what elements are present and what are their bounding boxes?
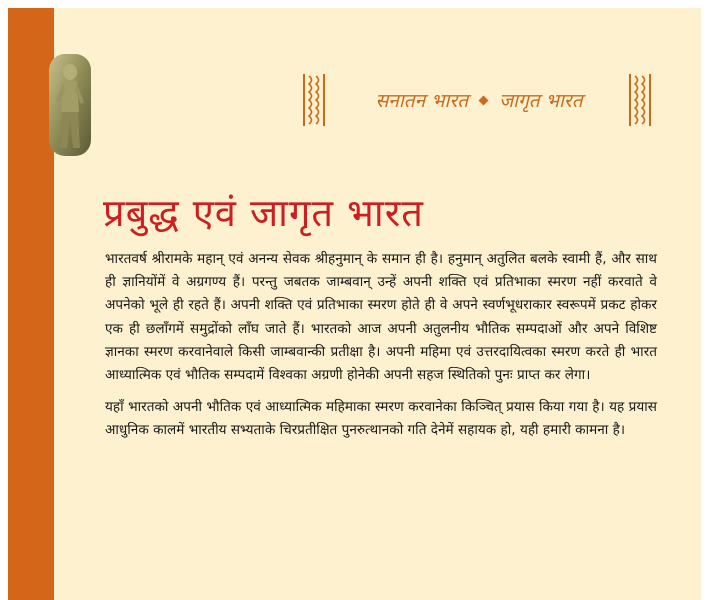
paragraph-1: भारतवर्ष श्रीरामके महान् एवं अनन्य सेवक श्रीहनुमान् के समान ही है। हनुमान् अतुलित बलके स्वामी हैं, और साथ ही ज्ञानियोंमें वे अग्रगण्य हैं। परन्तु जबतक जाम्बवान् उन्हें अपनी शक्ति एवं प्रतिभाका स्मरण नहीं करवाते वे अपनेको भूले ही रहते हैं। अपनी शक्ति एवं प्रतिभाका स्मरण होते ही वे अपने स्वर्णभूधराकार स्वरूपमें प्रकट होकर एक ही छलाँगमें समुद्रोंको लाँघ जाते हैं। भारतको आज अपनी अतुलनीय भौतिक सम्पदाओं और अपने विशिष्ट ज्ञानका स्मरण करवानेवाले किसी जाम्बवान्की प्रतीक्षा है। अपनी महिमा एवं उत्तरदायित्वका स्मरण करते ही भारत आध्यात्मिक एवं भौतिक सम्पदामें विश्वका अग्रणी होनेकी अपनी सहज स्थितिको पुनः प्राप्त कर लेगा।: [105, 251, 657, 384]
tagline-left: सनातन भारत: [375, 90, 469, 112]
body-text: [105, 248, 657, 452]
tagline-bar: [302, 74, 656, 126]
statue-image: [46, 50, 94, 160]
paragraph-2: यहाँ भारतको अपनी भौतिक एवं आध्यात्मिक महिमाका स्मरण करवानेका किञ्चित् प्रयास किया गया है। यह प्रयास आधुनिक कालमें भारतीय सभ्यताके चिरप्रतीक्षित पुनरुत्थानको गति देनेमें सहायक हो, यही हमारी कामना है।: [105, 399, 657, 439]
page-title: प्रबुद्ध एवं जागृत भारत: [103, 191, 424, 235]
tagline-right: जागृत भारत: [499, 90, 583, 112]
page: [8, 8, 701, 600]
diamond-separator-icon: [479, 95, 489, 105]
